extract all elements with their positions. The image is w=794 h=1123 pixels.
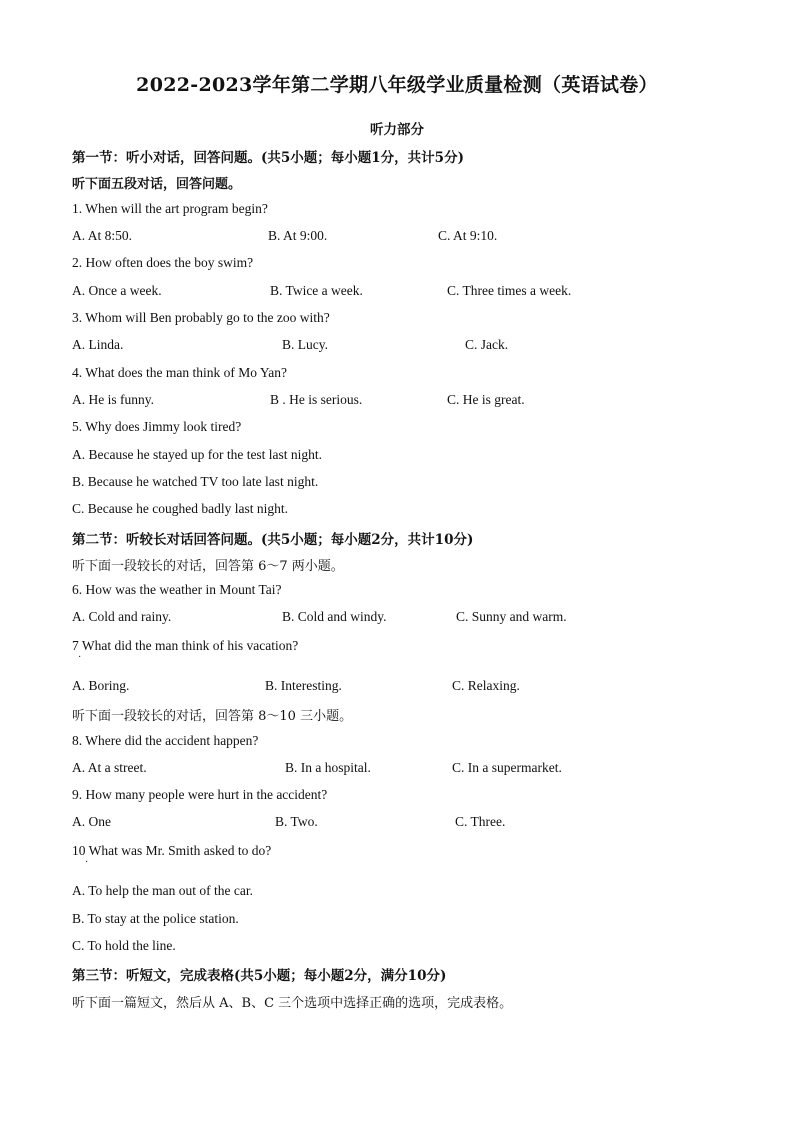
question-2: 2. How often does the boy swim? bbox=[72, 255, 254, 270]
q8-option-b: B. In a hospital. bbox=[285, 760, 371, 775]
q10-option-c: C. To hold the line. bbox=[72, 938, 176, 953]
q3-option-c: C. Jack. bbox=[465, 337, 509, 352]
q3-option-b: B. Lucy. bbox=[282, 337, 328, 352]
section2-heading: 第二节：听较长对话回答问题。(共5小题；每小题2分，共计10分) bbox=[72, 532, 474, 548]
q6-option-c: C. Sunny and warm. bbox=[456, 609, 567, 624]
q7-option-a: A. Boring. bbox=[72, 678, 130, 693]
question-4: 4. What does the man think of Mo Yan? bbox=[72, 365, 287, 380]
question-9: 9. How many people were hurt in the accident? bbox=[72, 787, 328, 802]
question-8: 8. Where did the accident happen? bbox=[72, 733, 259, 748]
q5-option-a: A. Because he stayed up for the test last night. bbox=[72, 447, 323, 462]
section1-instruction: 听下面五段对话，回答问题。 bbox=[72, 177, 242, 192]
q9-option-b: B. Two. bbox=[275, 814, 318, 829]
question-3: 3. Whom will Ben probably go to the zoo with? bbox=[72, 310, 330, 325]
section2-instruction-2: 听下面一段较长的对话，回答第 8～10 三小题。 bbox=[72, 709, 353, 724]
q8-option-c: C. In a supermarket. bbox=[452, 760, 562, 775]
q5-option-c: C. Because he coughed badly last night. bbox=[72, 501, 288, 516]
q4-option-b: B . He is serious. bbox=[270, 392, 363, 407]
stray-mark: · bbox=[85, 857, 89, 868]
section3-heading: 第三节：听短文，完成表格(共5小题；每小题2分，满分10分) bbox=[72, 968, 447, 984]
stray-mark: · bbox=[78, 652, 82, 663]
question-7: 7 What did the man think of his vacation? bbox=[72, 638, 299, 653]
q10-option-b: B. To stay at the police station. bbox=[72, 911, 239, 926]
section3-instruction: 听下面一篇短文，然后从 A、B、C 三个选项中选择正确的选项，完成表格。 bbox=[72, 996, 513, 1011]
q6-option-b: B. Cold and windy. bbox=[282, 609, 387, 624]
q7-option-b: B. Interesting. bbox=[265, 678, 342, 693]
q3-option-a: A. Linda. bbox=[72, 337, 124, 352]
q5-option-b: B. Because he watched TV too late last night. bbox=[72, 474, 319, 489]
question-5: 5. Why does Jimmy look tired? bbox=[72, 419, 242, 434]
q6-option-a: A. Cold and rainy. bbox=[72, 609, 172, 624]
q7-option-c: C. Relaxing. bbox=[452, 678, 520, 693]
q2-option-c: C. Three times a week. bbox=[447, 283, 572, 298]
q9-option-a: A. One bbox=[72, 814, 111, 829]
q10-option-a: A. To help the man out of the car. bbox=[72, 883, 254, 898]
q4-option-c: C. He is great. bbox=[447, 392, 525, 407]
q2-option-a: A. Once a week. bbox=[72, 283, 162, 298]
q9-option-c: C. Three. bbox=[455, 814, 506, 829]
section2-instruction-1: 听下面一段较长的对话，回答第 6～7 两小题。 bbox=[72, 559, 344, 574]
part-heading: 听力部分 bbox=[370, 122, 424, 138]
question-1: 1. When will the art program begin? bbox=[72, 201, 268, 216]
exam-title: 2022-2023学年第二学期八年级学业质量检测（英语试卷） bbox=[136, 74, 658, 96]
question-6: 6. How was the weather in Mount Tai? bbox=[72, 582, 282, 597]
q1-option-a: A. At 8:50. bbox=[72, 228, 133, 243]
q1-option-c: C. At 9:10. bbox=[438, 228, 498, 243]
question-10: 10 What was Mr. Smith asked to do? bbox=[72, 843, 272, 858]
q4-option-a: A. He is funny. bbox=[72, 392, 154, 407]
q2-option-b: B. Twice a week. bbox=[270, 283, 363, 298]
q8-option-a: A. At a street. bbox=[72, 760, 147, 775]
q1-option-b: B. At 9:00. bbox=[268, 228, 328, 243]
section1-heading: 第一节：听小对话，回答问题。(共5小题；每小题1分，共计5分) bbox=[72, 150, 464, 166]
